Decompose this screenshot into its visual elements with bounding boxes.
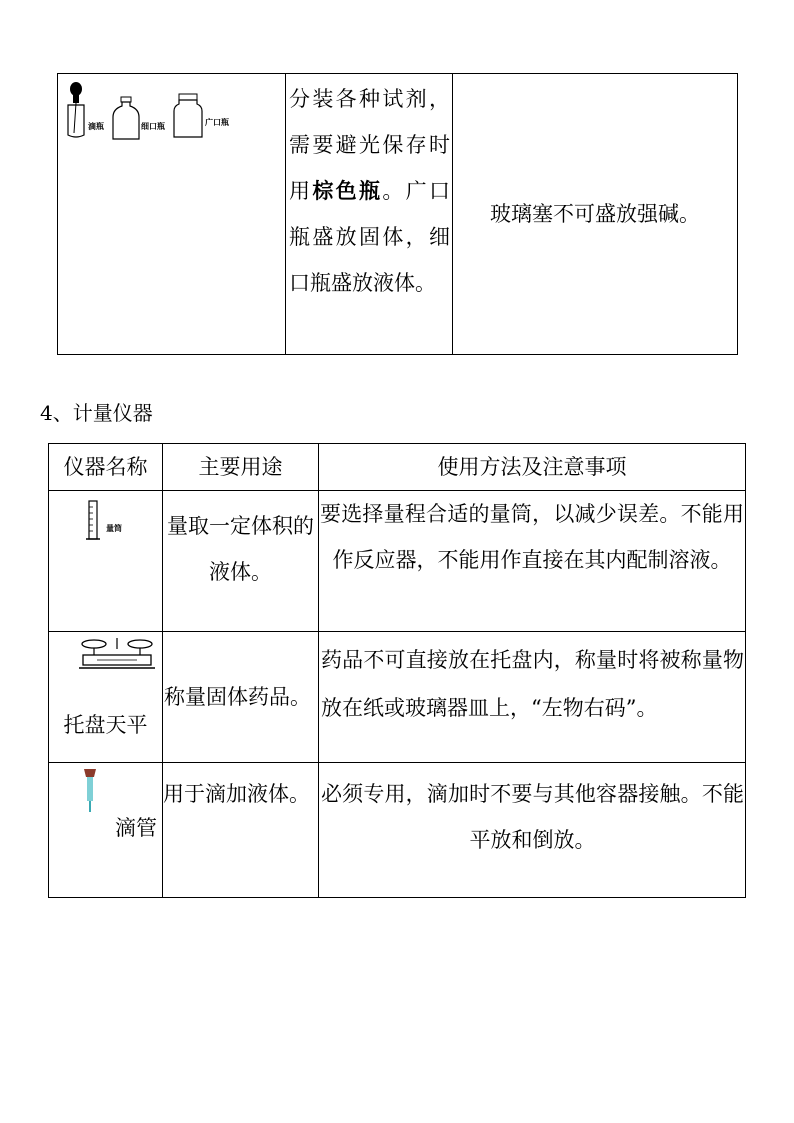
cylinder-notes: 要选择量程合适的量筒，以减少误差。不能用作反应器，不能用作直接在其内配制溶液。 — [319, 491, 746, 632]
dropper-usage: 用于滴加液体。 — [163, 763, 319, 898]
header-main-use: 主要用途 — [163, 444, 319, 491]
section-heading: 4、计量仪器 — [40, 401, 153, 425]
measuring-instrument-table — [48, 443, 746, 898]
reagent-bottles-illustration — [62, 77, 232, 147]
dropper-bottle-icon — [68, 82, 84, 137]
balance-notes: 药品不可直接放在托盘内，称量时将被称量物放在纸或玻璃器皿上，“左物右码”。 — [319, 632, 746, 763]
graduated-cylinder-icon — [85, 499, 105, 543]
cylinder-image-cell — [49, 491, 163, 632]
dropper-bottle-label: 滴瓶 — [88, 122, 104, 131]
wide-mouth-bottle-icon — [174, 94, 202, 137]
bottle-image-cell — [58, 74, 286, 355]
bottle-note-cell: 玻璃塞不可盛放强碱。 — [453, 74, 738, 355]
table-row — [49, 632, 746, 763]
header-usage-notes: 使用方法及注意事项 — [319, 444, 746, 491]
bottle-usage-cell: 分装各种试剂，需要避光保存时用棕色瓶。广口瓶盛放固体，细口瓶盛放液体。 — [286, 74, 453, 355]
wide-bottle-label: 广口瓶 — [205, 118, 229, 127]
narrow-mouth-bottle-icon — [113, 97, 139, 139]
header-instrument-name: 仪器名称 — [49, 444, 163, 491]
dropper-image-cell — [49, 763, 163, 898]
balance-image-cell — [49, 632, 163, 763]
cylinder-label: 量筒 — [106, 524, 122, 533]
table-row — [49, 491, 746, 632]
narrow-bottle-label: 细口瓶 — [141, 122, 165, 131]
brown-bottle-text: 棕色瓶 — [312, 178, 383, 203]
tray-balance-icon — [79, 635, 155, 673]
balance-usage: 称量固体药品。 — [163, 632, 319, 763]
dropper-notes: 必须专用，滴加时不要与其他容器接触。不能平放和倒放。 — [319, 763, 746, 898]
balance-name: 托盘天平 — [63, 713, 148, 737]
table-row — [49, 763, 746, 898]
dropper-name: 滴管 — [115, 816, 157, 840]
cylinder-usage: 量取一定体积的液体。 — [163, 491, 319, 632]
reagent-bottle-table — [57, 73, 738, 355]
